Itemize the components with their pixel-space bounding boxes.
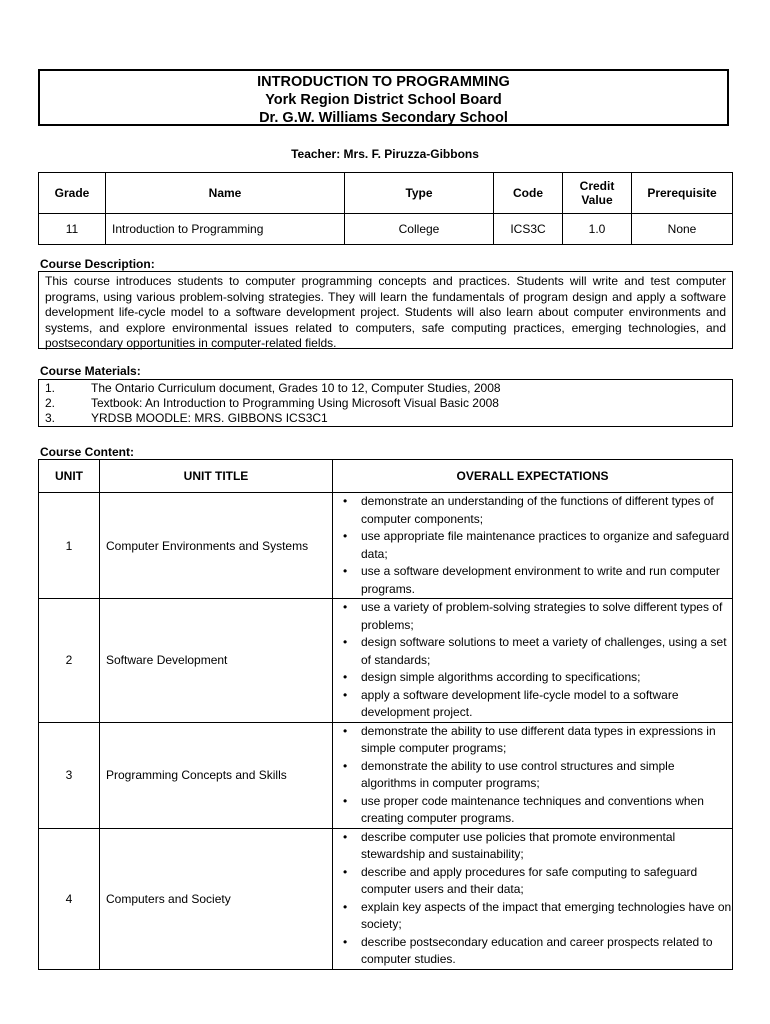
credit-header-line2: Value [581, 193, 613, 207]
expectation-item: • describe computer use policies that promote environmental stewardship and sustainability; [341, 829, 732, 864]
expectation-item: • apply a software development life-cycle model to a software development project. [341, 687, 732, 722]
unit-number: 1 [39, 493, 100, 599]
course-content-label: Course Content: [40, 445, 134, 459]
course-content-header-row [39, 460, 733, 493]
unit-expectations [333, 828, 733, 969]
material-number: 1. [45, 381, 56, 395]
unit-header: UNIT [39, 460, 100, 493]
name-header: Name [106, 173, 345, 214]
code-value: ICS3C [494, 214, 563, 245]
course-info-header-row [39, 173, 733, 214]
course-materials-label: Course Materials: [40, 364, 141, 378]
unit-title: Software Development [100, 599, 333, 723]
credit-header-line1: Credit [579, 179, 615, 193]
unit-expectations [333, 493, 733, 599]
type-header: Type [345, 173, 494, 214]
material-item [45, 381, 726, 396]
expectation-item: • design simple algorithms according to specifications; [341, 669, 732, 687]
table-row [39, 493, 733, 599]
overall-expectations-header: OVERALL EXPECTATIONS [333, 460, 733, 493]
unit-title: Computers and Society [100, 828, 333, 969]
unit-number: 3 [39, 722, 100, 828]
expectation-item: • describe and apply procedures for safe computing to safeguard computer users and their data; [341, 864, 732, 899]
course-info-table [38, 172, 733, 245]
material-text: Textbook: An Introduction to Programming Using Microsoft Visual Basic 2008 [91, 396, 499, 410]
code-header: Code [494, 173, 563, 214]
grade-value: 11 [39, 214, 106, 245]
material-item [45, 396, 726, 411]
expectation-item: • describe postsecondary education and career prospects related to computer studies. [341, 934, 732, 969]
unit-title-header: UNIT TITLE [100, 460, 333, 493]
expectation-item: • use a software development environment to write and run computer programs. [341, 563, 732, 598]
teacher-name: Teacher: Mrs. F. Piruzza-Gibbons [291, 147, 479, 161]
table-row [39, 722, 733, 828]
course-materials-list [38, 379, 733, 427]
name-value: Introduction to Programming [106, 214, 345, 245]
material-item [45, 411, 726, 426]
expectation-item: • design software solutions to meet a variety of challenges, using a set of standards; [341, 634, 732, 669]
course-content-table [38, 459, 733, 970]
credit-header [563, 173, 632, 214]
grade-header: Grade [39, 173, 106, 214]
credit-value: 1.0 [563, 214, 632, 245]
expectation-item: • explain key aspects of the impact that emerging technologies have on society; [341, 899, 732, 934]
expectation-item: • demonstrate the ability to use control structures and simple algorithms in computer programs; [341, 758, 732, 793]
expectation-item: • use appropriate file maintenance practices to organize and safeguard data; [341, 528, 732, 563]
type-value: College [345, 214, 494, 245]
material-text: The Ontario Curriculum document, Grades 10 to 12, Computer Studies, 2008 [91, 381, 501, 395]
prerequisite-header: Prerequisite [632, 173, 733, 214]
unit-expectations [333, 599, 733, 723]
material-number: 2. [45, 396, 56, 410]
course-description-text: This course introduces students to computer programming concepts and practices. Students will write and test computer programs, using various problem-solving strategies. They will learn the fundamentals of program design and apply a software development life-cycle model to a software development project. Students will also learn about computer environments and systems, and explore environmental issues related to computers, safe computing practices, emerging technologies, and postsecondary opportunities in computer-related fields. [38, 271, 733, 349]
course-info-row [39, 214, 733, 245]
table-row [39, 828, 733, 969]
material-number: 3. [45, 411, 56, 425]
school-name: Dr. G.W. Williams Secondary School [259, 110, 508, 126]
unit-title: Computer Environments and Systems [100, 493, 333, 599]
prerequisite-value: None [632, 214, 733, 245]
expectation-item: • use a variety of problem-solving strategies to solve different types of problems; [341, 599, 732, 634]
expectation-item: • use proper code maintenance techniques and conventions when creating computer programs. [341, 793, 732, 828]
school-board: York Region District School Board [265, 92, 502, 108]
course-title: INTRODUCTION TO PROGRAMMING [257, 74, 510, 90]
unit-title: Programming Concepts and Skills [100, 722, 333, 828]
expectation-item: • demonstrate an understanding of the functions of different types of computer components; [341, 493, 732, 528]
material-text: YRDSB MOODLE: MRS. GIBBONS ICS3C1 [91, 411, 328, 425]
course-description-label: Course Description: [40, 257, 155, 271]
unit-number: 2 [39, 599, 100, 723]
expectation-item: • demonstrate the ability to use different data types in expressions in simple computer programs; [341, 723, 732, 758]
unit-number: 4 [39, 828, 100, 969]
table-row [39, 599, 733, 723]
unit-expectations [333, 722, 733, 828]
document-header [38, 69, 729, 126]
